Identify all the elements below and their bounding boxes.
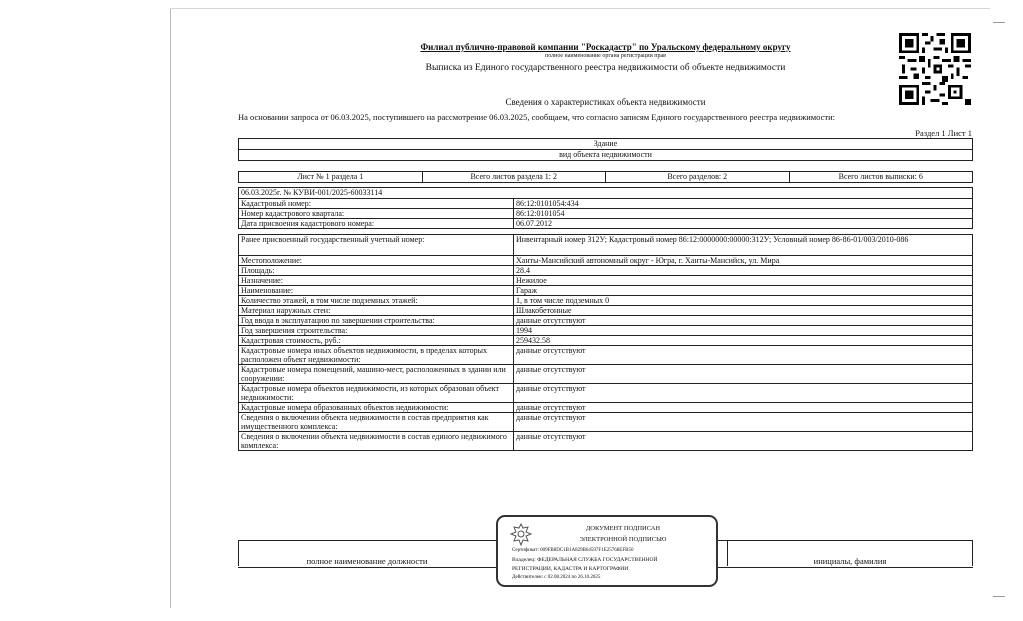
field-label: Количество этажей, в том числе подземных этажей: <box>239 296 514 306</box>
stamp-certificate: Сертификат: 009FB8DC1B1A829B64597F1E25768EFB50 <box>512 548 634 553</box>
field-label: Назначение: <box>239 276 514 286</box>
table-row <box>239 316 973 326</box>
scan-mark <box>993 596 1005 597</box>
field-label: Сведения о включении объекта недвижимости в состав предприятия как имущественного комплекса: <box>239 413 514 432</box>
field-label: Кадастровые номера образованных объектов недвижимости: <box>239 403 514 413</box>
sheets-table <box>238 171 973 183</box>
field-label: Год ввода в эксплуатацию по завершении строительства: <box>239 316 514 326</box>
field-value: 28.4 <box>514 266 973 276</box>
field-label: Наименование: <box>239 286 514 296</box>
filial-name: Филиал публично-правовой компании "Роскадастр" по Уральскому федеральному округу <box>420 42 791 52</box>
field-label: Кадастровая стоимость, руб.: <box>239 336 514 346</box>
stamp-line-2: ЭЛЕКТРОННОЙ ПОДПИСЬЮ <box>579 536 667 543</box>
field-value: 1, в том числе подземных 0 <box>514 296 973 306</box>
field-label: Кадастровые номера иных объектов недвижимости, в пределах которых расположен объект недвижимости: <box>239 346 514 365</box>
table-row <box>239 306 973 316</box>
field-value: данные отсутствуют <box>514 432 973 451</box>
field-value: данные отсутствуют <box>514 365 973 384</box>
position-caption: полное наименование должности <box>306 556 428 566</box>
field-value: данные отсутствуют <box>514 384 973 403</box>
organ-note: полное наименование органа регистрации прав <box>544 53 667 59</box>
field-value: 259432.58 <box>514 336 973 346</box>
field-value: данные отсутствуют <box>514 346 973 365</box>
field-label: Местоположение: <box>239 256 514 266</box>
object-type-table <box>238 138 973 161</box>
field-label: Материал наружных стен: <box>239 306 514 316</box>
request-basis-text: На основании запроса от 06.03.2025, поступившего на рассмотрение 06.03.2025, сообщаем, что согласно записям Единого государственного реестра недвижимости: <box>238 112 835 122</box>
page-left-edge <box>170 8 171 608</box>
table-row <box>239 219 973 229</box>
field-value: Ханты-Мансийский автономный округ - Югра, г. Ханты-Мансийск, ул. Мира <box>514 256 973 266</box>
table-row <box>239 256 973 266</box>
stamp-line-1: ДОКУМЕНТ ПОДПИСАН <box>585 525 661 532</box>
field-value: Нежилое <box>514 276 973 286</box>
stamp-owner-2: РЕГИСТРАЦИИ, КАДАСТРА И КАРТОГРАФИИ <box>512 566 629 572</box>
field-label: Год завершения строительства: <box>239 326 514 336</box>
field-value: Инвентарный номер 312У; Кадастровый номер 86:12:0000000:00000:312У; Условный номер 86-86-01/003/2010-086 <box>514 235 973 256</box>
total-sheets-section: Всего листов раздела 1: 2 <box>422 172 606 183</box>
table-row <box>239 266 973 276</box>
emblem-icon <box>508 522 534 548</box>
table-row <box>239 235 973 256</box>
field-value: данные отсутствуют <box>514 413 973 432</box>
table-row <box>239 199 973 209</box>
object-type-caption: вид объекта недвижимости <box>239 150 973 161</box>
table-row <box>239 413 973 432</box>
table-row <box>239 326 973 336</box>
stamp-owner-1: Владелец: ФЕДЕРАЛЬНАЯ СЛУЖБА ГОСУДАРСТВЕННОЙ <box>512 557 658 563</box>
qr-code <box>899 33 971 105</box>
object-type: Здание <box>239 139 973 150</box>
section-sheet-label: Раздел 1 Лист 1 <box>915 128 972 138</box>
total-sections: Всего разделов: 2 <box>606 172 790 183</box>
electronic-signature-stamp <box>496 515 718 587</box>
field-value: 06.07.2012 <box>514 219 973 229</box>
table-row <box>239 336 973 346</box>
table-row <box>239 384 973 403</box>
document-title: Выписка из Единого государственного реестра недвижимости об объекте недвижимости <box>425 63 786 73</box>
table-row <box>239 286 973 296</box>
field-value: Гараж <box>514 286 973 296</box>
field-label: Кадастровый номер: <box>239 199 514 209</box>
section-title: Сведения о характеристиках объекта недвижимости <box>505 97 706 107</box>
field-label: Кадастровые номера помещений, машино-мест, расположенных в здании или сооружении: <box>239 365 514 384</box>
table-row <box>239 209 973 219</box>
characteristics-table <box>238 187 973 451</box>
field-value: данные отсутствуют <box>514 316 973 326</box>
field-value: 1994 <box>514 326 973 336</box>
table-row <box>239 276 973 286</box>
page-top-edge <box>170 8 990 9</box>
field-label: Номер кадастрового квартала: <box>239 209 514 219</box>
total-sheets: Всего листов выписки: 6 <box>789 172 973 183</box>
table-row <box>239 365 973 384</box>
table-row <box>239 296 973 306</box>
field-value: 86:12:0101054:434 <box>514 199 973 209</box>
request-number: 06.03.2025г. № КУВИ-001/2025-60033114 <box>239 188 973 199</box>
field-label: Кадастровые номера объектов недвижимости, из которых образован объект недвижимости: <box>239 384 514 403</box>
table-row <box>239 403 973 413</box>
field-label: Дата присвоения кадастрового номера: <box>239 219 514 229</box>
field-label: Ранее присвоенный государственный учетный номер: <box>239 235 514 256</box>
stamp-validity: Действителен: с 02.08.2024 по 26.10.2025 <box>512 575 601 580</box>
field-label: Площадь: <box>239 266 514 276</box>
sheet-number: Лист № 1 раздела 1 <box>239 172 423 183</box>
table-row <box>239 432 973 451</box>
field-label: Сведения о включении объекта недвижимости в состав единого недвижимого комплекса: <box>239 432 514 451</box>
scan-mark <box>993 22 1005 23</box>
table-row <box>239 346 973 365</box>
field-value: 86:12:0101054 <box>514 209 973 219</box>
name-caption: инициалы, фамилия <box>813 556 887 566</box>
field-value: данные отсутствуют <box>514 403 973 413</box>
field-value: Шлакобетонные <box>514 306 973 316</box>
